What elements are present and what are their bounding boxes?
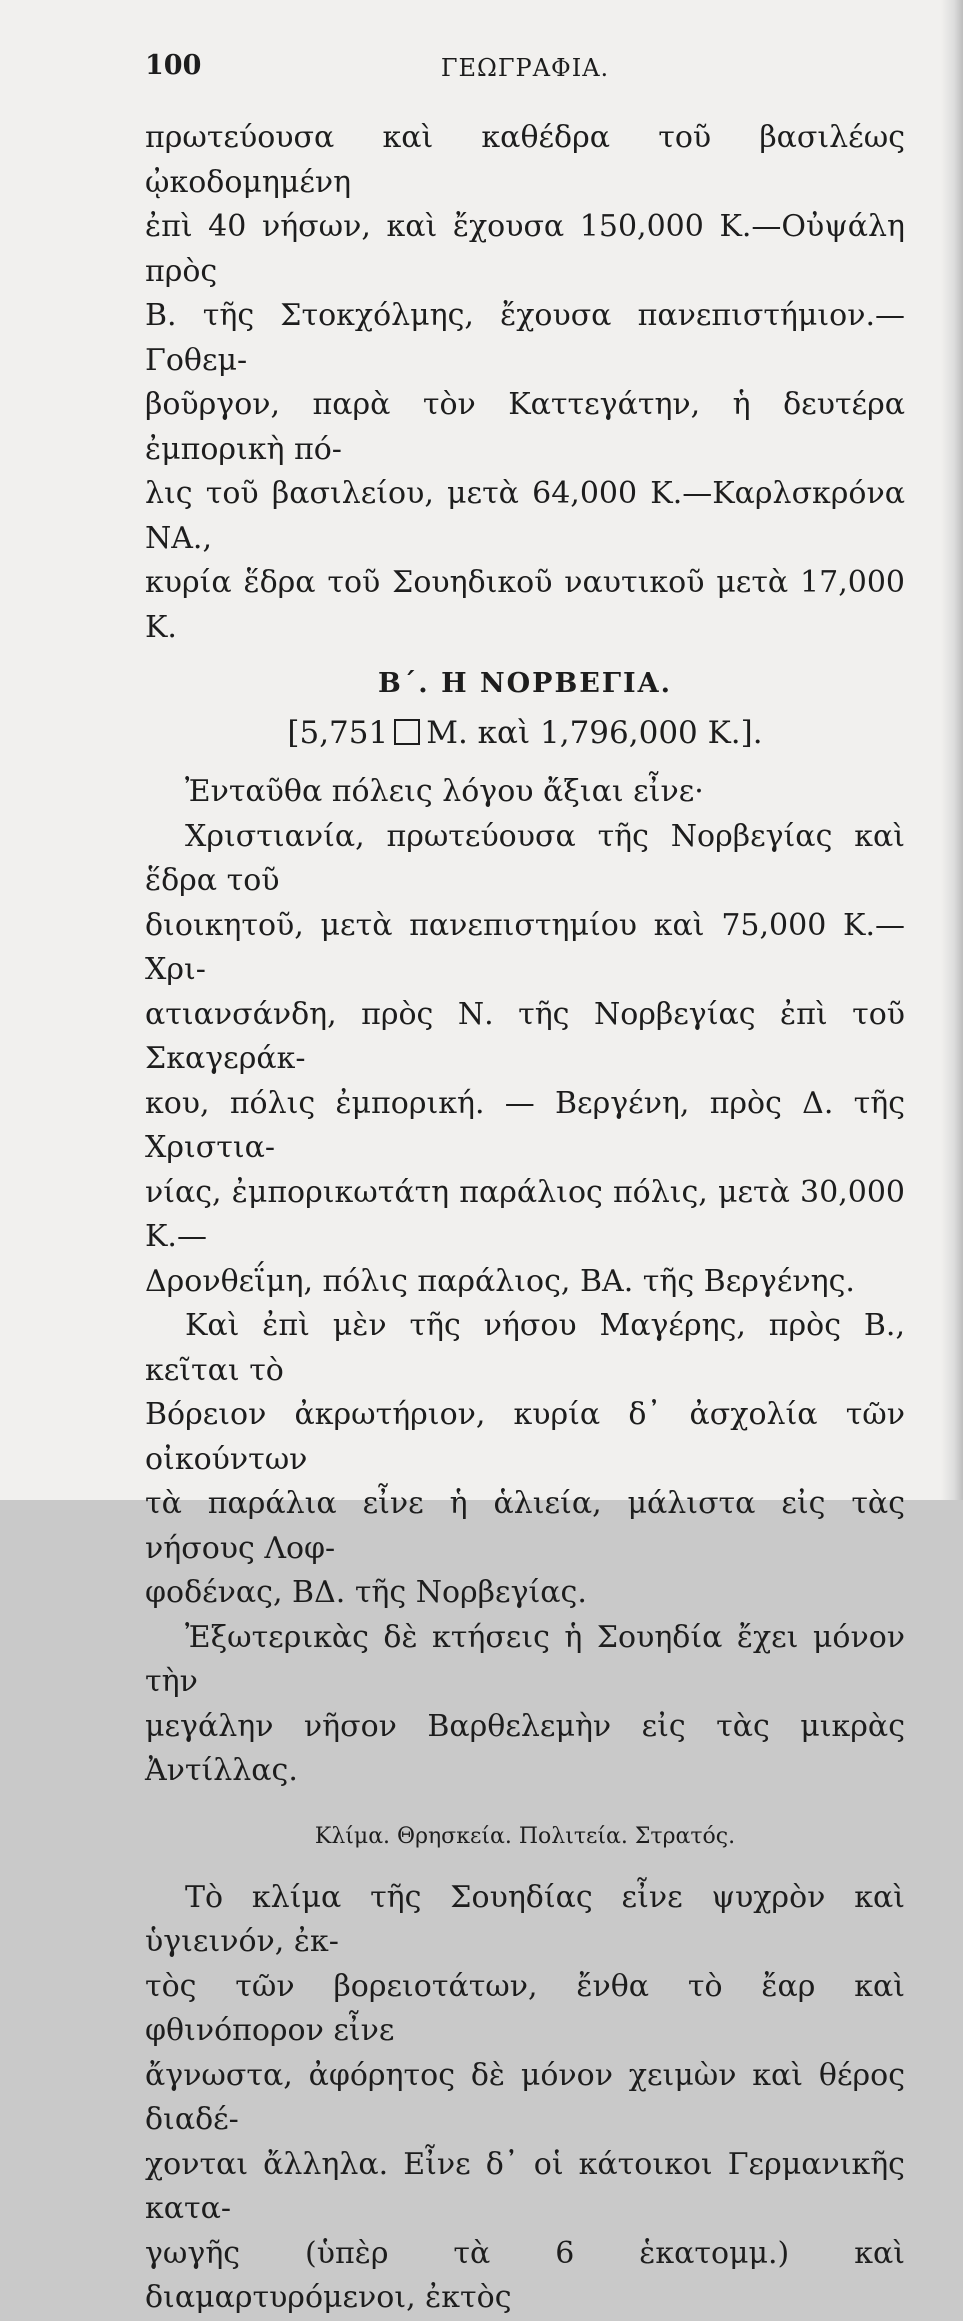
possessions-paragraph xyxy=(145,1616,905,1794)
square-miles-icon xyxy=(394,719,420,745)
norway-cities-paragraph xyxy=(145,815,905,1305)
text-line: φοδένας, ΒΔ. τῆς Νορβεγίας. xyxy=(145,1575,587,1610)
sweden-cities-paragraph xyxy=(145,116,905,650)
text-line: κου, πόλις ἐμπορική. — Βεργένη, πρὸς Δ. τῆς Χριστια- xyxy=(145,1085,905,1165)
section-heading-norway: Β΄. Η ΝΟΡΒΕΓΙΑ. xyxy=(377,668,673,699)
text-line: βοῦργον, παρὰ τὸν Καττεγάτην, ἡ δευτέρα ἐμπορικὴ πό- xyxy=(145,387,905,467)
text-line: χονται ἄλληλα. Εἶνε δ᾿ οἱ κάτοικοι Γερμανικῆς κατα- xyxy=(145,2146,905,2226)
area-value: [5,751 xyxy=(287,715,389,751)
text-line: τὸς τῶν βορειοτάτων, ἔνθα τὸ ἔαρ καὶ φθινόπορον εἶνε xyxy=(145,1968,905,2048)
text-line: ἄγνωστα, ἀφόρητος δὲ μόνον χειμὼν καὶ θέρος διαδέ- xyxy=(145,2057,905,2137)
text-line: γωγῆς (ὑπὲρ τὰ 6 ἑκατομμ.) καὶ διαμαρτυρόμενοι, ἐκτὸς xyxy=(145,2235,905,2315)
page-edge-shadow xyxy=(941,0,963,1500)
text-line: Β. τῆς Στοκχόλμης, ἔχουσα πανεπιστήμιον.— Γοθεμ- xyxy=(145,298,905,378)
text-line: τὰ παράλια εἶνε ἡ ἁλιεία, μάλιστα εἰς τὰς νήσους Λοφ- xyxy=(145,1486,905,1566)
text-line: Δρονθεΐμη, πόλις παράλιος, ΒΑ. τῆς Βεργένης. xyxy=(145,1263,855,1299)
text-line: πρωτεύουσα καὶ καθέδρα τοῦ βασιλέως ᾠκοδομημένη xyxy=(145,120,905,200)
running-title: ΓΕΩΓΡΑΦΙΑ. xyxy=(440,54,610,82)
subheading-climate: Κλίμα. Θρησκεία. Πολιτεία. Στρατός. xyxy=(314,1823,736,1849)
page-body xyxy=(145,116,905,2321)
norway-stats xyxy=(145,708,905,758)
norway-capes-paragraph xyxy=(145,1304,905,1616)
text-line: Βόρειον ἀκρωτήριον, κυρία δ᾿ ἀσχολία τῶν οἰκούντων xyxy=(145,1397,905,1477)
page-header xyxy=(145,50,905,90)
text-line: ἐπὶ 40 νήσων, καὶ ἔχουσα 150,000 Κ.—Οὐψάλη πρὸς xyxy=(145,209,905,289)
text-line: διοικητοῦ, μετὰ πανεπιστημίου καὶ 75,000 Κ.—Χρι- xyxy=(145,907,905,987)
text-line: κυρία ἕδρα τοῦ Σουηδικοῦ ναυτικοῦ μετὰ 17,000 Κ. xyxy=(145,565,905,645)
text-line: νίας, ἐμπορικωτάτη παράλιος πόλις, μετὰ 30,000 Κ.— xyxy=(145,1174,905,1254)
text-line: Καὶ ἐπὶ μὲν τῆς νήσου Μαγέρης, πρὸς Β., κεῖται τὸ xyxy=(145,1308,905,1388)
text-line: ατιανσάνδη, πρὸς Ν. τῆς Νορβεγίας ἐπὶ τοῦ Σκαγεράκ- xyxy=(145,996,905,1076)
page-number: 100 xyxy=(145,50,202,81)
population-value: Μ. καὶ 1,796,000 Κ.]. xyxy=(426,715,763,751)
text-line: μεγάλην νῆσον Βαρθελεμὴν εἰς τὰς μικρὰς Ἀντίλλας. xyxy=(145,1708,905,1788)
text-line: Ἐξωτερικὰς δὲ κτήσεις ἡ Σουηδία ἔχει μόνον τὴν xyxy=(145,1619,905,1699)
climate-paragraph xyxy=(145,1876,905,2321)
text-line: Τὸ κλίμα τῆς Σουηδίας εἶνε ψυχρὸν καὶ ὑγιεινόν, ἐκ- xyxy=(145,1879,905,1959)
text-line: Χριστιανία, πρωτεύουσα τῆς Νορβεγίας καὶ ἕδρα τοῦ xyxy=(145,818,905,898)
text-line: λις τοῦ βασιλείου, μετὰ 64,000 Κ.—Καρλσκρόνα ΝΑ., xyxy=(145,476,905,556)
norway-intro: Ἐνταῦθα πόλεις λόγου ἄξιαι εἶνε· xyxy=(185,774,704,809)
